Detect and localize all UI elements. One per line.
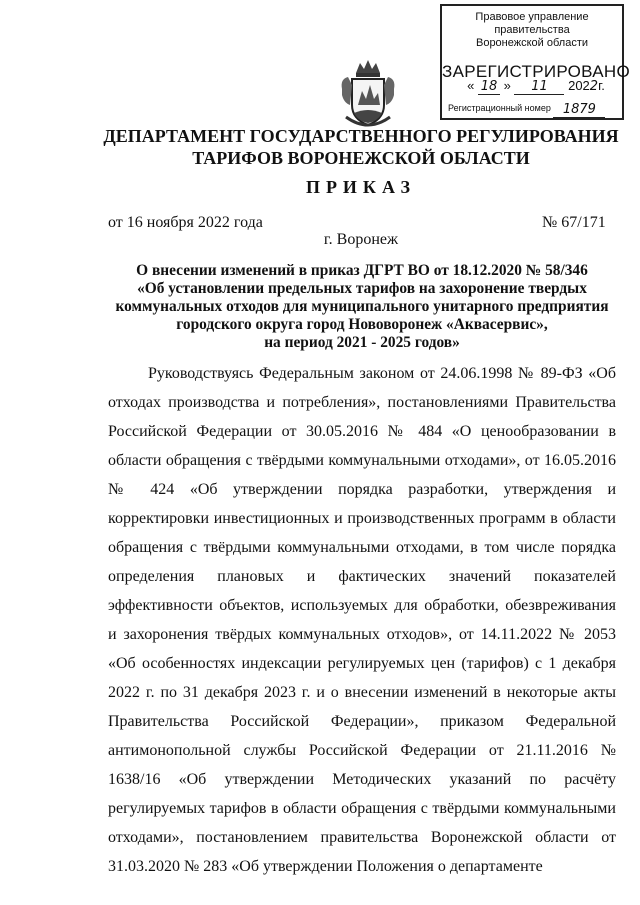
department-line2: ТАРИФОВ ВОРОНЕЖСКОЙ ОБЛАСТИ <box>192 148 530 168</box>
title-line5: на период 2021 - 2025 годов» <box>264 334 460 351</box>
stamp-year-prefix: 202 <box>568 78 590 93</box>
stamp-reg-number: 1879 <box>553 102 605 118</box>
department-line1: ДЕПАРТАМЕНТ ГОСУДАРСТВЕННОГО РЕГУЛИРОВАНИЯ <box>103 126 619 146</box>
document-type: ПРИКАЗ <box>305 177 417 197</box>
title-line2: «Об установлении предельных тарифов на захоронение твердых <box>137 280 587 297</box>
stamp-month: 11 <box>514 79 564 95</box>
body-paragraph: Руководствуясь Федеральным законом от 24.06.1998 № 89-ФЗ «Об отходах производства и потребления», постановлениями Правительства Российской Федерации от 30.05.2016 № 484 «О ценообразовании в области обращения с твёрдыми коммунальными отходами», от 16.05.2016 № 424 «Об утверждении порядка разработки, утверждения и корректировки инвестиционных и производственных программ в области обращения с твёрдыми коммунальными отходами, в том числе порядка определения плановых и фактических значений показателей эффективности объектов, используемых для обработки, обезвреживания и захоронения твёрдых коммунальных отходов», от 14.11.2022 № 2053 «Об особенностях индексации регулируемых цен (тарифов) с 1 декабря 2022 г. по 31 декабря 2023 г. и о внесении изменений в некоторые акты Правительства Российской Федерации», приказом Федеральной антимонопольной службы Российской Федерации от 21.11.2016 № 1638/16 «Об утверждении Методических указаний по расчёту регулируемых тарифов в области обращения с твёрдыми коммунальными отходами», постановлением правительства Воронежской области от 31.03.2020 № 283 «Об утверждении Положения о департаменте <box>108 365 616 875</box>
document-date: от 16 ноября 2022 года <box>108 214 263 231</box>
document-title <box>108 262 616 352</box>
stamp-registered: ЗАРЕГИСТРИРОВАНО <box>442 62 630 81</box>
stamp-org-line1: Правовое управление правительства <box>475 11 589 36</box>
document-city: г. Воронеж <box>323 231 399 248</box>
department-name <box>0 125 640 169</box>
stamp-year-end: г. <box>598 78 605 93</box>
stamp-org-line2: Воронежской области <box>475 37 588 49</box>
stamp-date <box>456 78 616 95</box>
stamp-day: 18 <box>478 79 500 95</box>
stamp-reg-label: Регистрационный номер <box>448 103 551 113</box>
stamp-date-open: « <box>467 78 475 93</box>
registration-stamp <box>440 4 630 120</box>
title-line1: О внесении изменений в приказ ДГРТ ВО от 18.12.2020 № 58/346 <box>136 262 588 279</box>
stamp-date-mid: » <box>503 78 511 93</box>
title-line3: коммунальных отходов для муниципального унитарного предприятия <box>115 298 609 315</box>
coat-of-arms-emblem <box>338 55 398 131</box>
document-number: № 67/171 <box>542 214 606 231</box>
stamp-reg-number-row <box>448 102 605 118</box>
title-line4: городского округа город Нововоронеж «Аквасервис», <box>176 316 548 333</box>
stamp-year-suffix: 2 <box>589 79 599 94</box>
